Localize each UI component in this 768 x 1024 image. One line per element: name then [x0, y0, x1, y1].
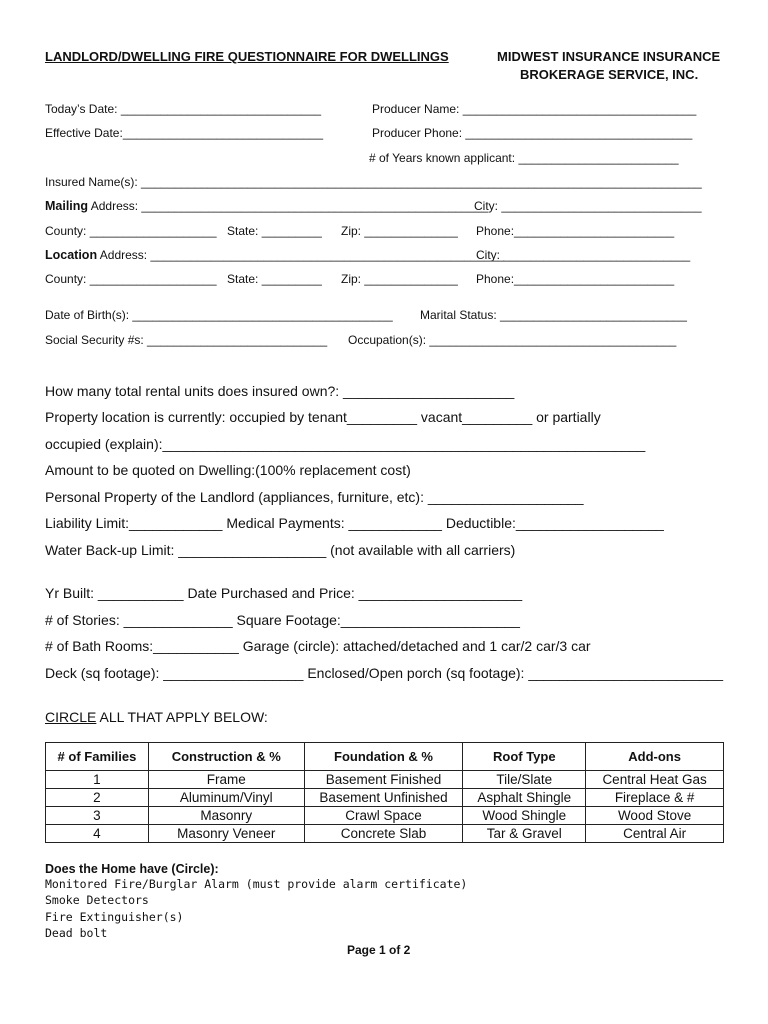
table-cell[interactable]: Crawl Space: [304, 807, 463, 825]
header-roof-type: Roof Type: [463, 743, 586, 771]
location-zip-field[interactable]: Zip: ______________: [341, 272, 458, 286]
mailing-state-field[interactable]: State: _________: [227, 224, 322, 238]
stories-footage-field[interactable]: # of Stories: ______________ Square Footage:_______________________: [45, 612, 520, 628]
date-of-birth-field[interactable]: Date of Birth(s): _______________________________________: [45, 308, 393, 322]
effective-date-field[interactable]: Effective Date:______________________________: [45, 126, 324, 140]
header-add-ons: Add-ons: [586, 743, 724, 771]
occupancy-explain-field[interactable]: occupied (explain):______________________________________________________________: [45, 436, 646, 452]
table-cell[interactable]: Basement Finished: [304, 771, 463, 789]
location-county-field[interactable]: County: ___________________: [45, 272, 217, 286]
table-cell[interactable]: 2: [46, 789, 149, 807]
table-cell[interactable]: Wood Stove: [586, 807, 724, 825]
rental-units-field[interactable]: How many total rental units does insured own?: ______________________: [45, 383, 515, 399]
liability-medical-deductible-field[interactable]: Liability Limit:____________ Medical Payments: ____________ Deductible:___________________: [45, 515, 664, 531]
insured-names-field[interactable]: Insured Name(s): ____________________________________________________________________________________: [45, 175, 702, 189]
circle-rest: ALL THAT APPLY BELOW:: [96, 709, 268, 725]
mailing-city-field[interactable]: City: ______________________________: [474, 199, 702, 213]
home-features-title: Does the Home have (Circle):: [45, 862, 219, 876]
home-feature-alarm[interactable]: Monitored Fire/Burglar Alarm (must provide alarm certificate): [45, 877, 468, 891]
location-address-field[interactable]: [45, 248, 504, 262]
bath-garage-field[interactable]: # of Bath Rooms:___________ Garage (circle): attached/detached and 1 car/2 car/3 car: [45, 638, 591, 654]
table-cell[interactable]: Fireplace & #: [586, 789, 724, 807]
personal-property-field[interactable]: Personal Property of the Landlord (appliances, furniture, etc): ____________________: [45, 489, 584, 505]
location-city-field[interactable]: City: ____________________________: [476, 248, 691, 262]
table-row: [46, 789, 724, 807]
location-label: Location: [45, 248, 98, 262]
years-known-field[interactable]: # of Years known applicant: ________________________: [369, 151, 679, 165]
circle-word: CIRCLE: [45, 709, 97, 725]
table-cell[interactable]: Tile/Slate: [463, 771, 586, 789]
marital-status-field[interactable]: Marital Status: ____________________________: [420, 308, 687, 322]
social-security-field[interactable]: Social Security #s: ___________________________: [45, 333, 328, 347]
table-cell[interactable]: 3: [46, 807, 149, 825]
producer-phone-field[interactable]: Producer Phone: __________________________________: [372, 126, 693, 140]
table-row: [46, 825, 724, 843]
header-construction: Construction & %: [148, 743, 304, 771]
home-feature-smoke-detectors[interactable]: Smoke Detectors: [45, 893, 149, 907]
form-title: LANDLORD/DWELLING FIRE QUESTIONNAIRE FOR DWELLINGS: [45, 49, 449, 64]
table-cell[interactable]: Frame: [148, 771, 304, 789]
table-cell[interactable]: Masonry Veneer: [148, 825, 304, 843]
header-foundation: Foundation & %: [304, 743, 463, 771]
occupation-field[interactable]: Occupation(s): _____________________________________: [348, 333, 677, 347]
todays-date-field[interactable]: Today’s Date: ______________________________: [45, 102, 322, 116]
page-number: Page 1 of 2: [347, 943, 411, 957]
table-cell[interactable]: Tar & Gravel: [463, 825, 586, 843]
table-cell[interactable]: Central Heat Gas: [586, 771, 724, 789]
company-name-line2: BROKERAGE SERVICE, INC.: [520, 67, 699, 82]
mailing-label: Mailing: [45, 199, 89, 213]
table-row: [46, 807, 724, 825]
location-phone-field[interactable]: Phone:________________________: [476, 272, 675, 286]
table-cell[interactable]: Central Air: [586, 825, 724, 843]
circle-instruction: [45, 709, 268, 725]
year-built-field[interactable]: Yr Built: ___________ Date Purchased and Price: _____________________: [45, 585, 523, 601]
home-feature-dead-bolt[interactable]: Dead bolt: [45, 926, 108, 940]
mailing-address-field[interactable]: [45, 199, 488, 213]
mailing-county-field[interactable]: County: ___________________: [45, 224, 217, 238]
producer-name-field[interactable]: Producer Name: ___________________________________: [372, 102, 697, 116]
mailing-zip-field[interactable]: Zip: ______________: [341, 224, 458, 238]
options-table: [45, 742, 724, 843]
header-families: # of Families: [46, 743, 149, 771]
location-address-blank: Address: _____________________________________________________: [97, 248, 505, 262]
table-header-row: [46, 743, 724, 771]
table-cell[interactable]: Basement Unfinished: [304, 789, 463, 807]
table-cell[interactable]: 1: [46, 771, 149, 789]
table-cell[interactable]: Aluminum/Vinyl: [148, 789, 304, 807]
table-cell[interactable]: Wood Shingle: [463, 807, 586, 825]
table-cell[interactable]: Concrete Slab: [304, 825, 463, 843]
mailing-phone-field[interactable]: Phone:________________________: [476, 224, 675, 238]
table-cell[interactable]: Masonry: [148, 807, 304, 825]
amount-quoted-label: Amount to be quoted on Dwelling:(100% replacement cost): [45, 462, 411, 478]
mailing-address-blank: Address: ____________________________________________________: [88, 199, 489, 213]
company-name-line1: MIDWEST INSURANCE INSURANCE: [497, 49, 721, 64]
home-feature-fire-extinguisher[interactable]: Fire Extinguisher(s): [45, 910, 184, 924]
deck-porch-field[interactable]: Deck (sq footage): __________________ Enclosed/Open porch (sq footage): _________________________: [45, 665, 723, 681]
occupancy-field[interactable]: Property location is currently: occupied by tenant_________ vacant_________ or partially: [45, 409, 601, 425]
location-state-field[interactable]: State: _________: [227, 272, 322, 286]
table-cell[interactable]: 4: [46, 825, 149, 843]
water-backup-field[interactable]: Water Back-up Limit: ___________________ (not available with all carriers): [45, 542, 516, 558]
table-row: [46, 771, 724, 789]
table-cell[interactable]: Asphalt Shingle: [463, 789, 586, 807]
